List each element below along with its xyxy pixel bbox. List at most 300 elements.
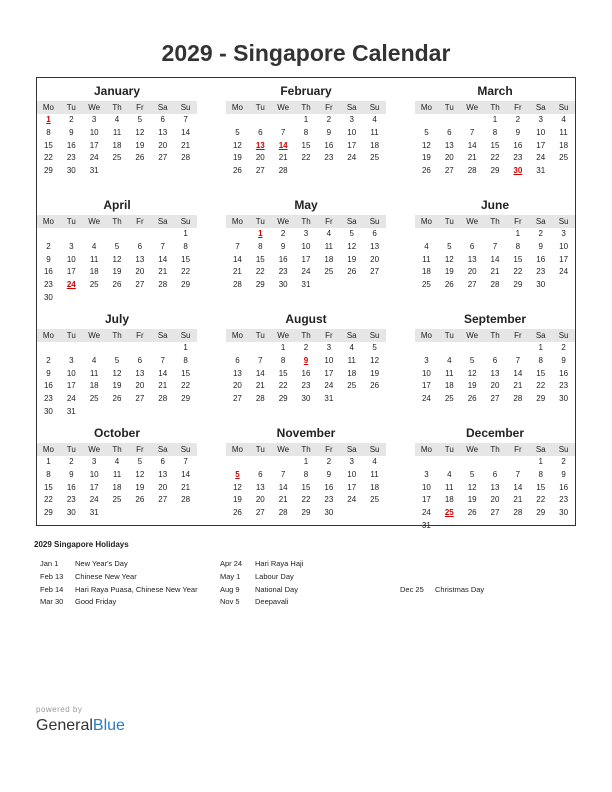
day-cell: 27 bbox=[158, 153, 168, 163]
day-cell: 25 bbox=[89, 394, 99, 404]
day-cell bbox=[174, 165, 197, 178]
day-cell: 14 bbox=[181, 127, 191, 137]
day-cell: 25 bbox=[112, 153, 122, 163]
day-cell bbox=[363, 279, 386, 292]
day-cell: 16 bbox=[66, 482, 76, 492]
day-cell: 11 bbox=[347, 355, 356, 365]
day-cell: 15 bbox=[490, 140, 500, 150]
day-cell: 6 bbox=[492, 355, 498, 365]
weekday-label: Tu bbox=[66, 445, 76, 454]
day-cell: 15 bbox=[43, 482, 53, 492]
day-cell: 26 bbox=[370, 381, 380, 391]
day-cell: 25 bbox=[89, 280, 99, 290]
day-cell: 31 bbox=[89, 508, 99, 518]
day-cell: 8 bbox=[46, 127, 51, 137]
day-cell: 10 bbox=[89, 127, 99, 137]
day-cell: 21 bbox=[232, 267, 242, 277]
week-row bbox=[226, 114, 386, 127]
day-cell bbox=[249, 114, 272, 127]
day-cell: 2 bbox=[538, 229, 543, 238]
weekday-label: Sa bbox=[346, 331, 357, 340]
week-row bbox=[415, 368, 575, 381]
week-row bbox=[415, 469, 575, 482]
holiday-column bbox=[40, 558, 198, 609]
month-november bbox=[226, 423, 386, 520]
day-cell: 19 bbox=[135, 140, 145, 150]
day-cell: 24 bbox=[89, 153, 99, 163]
weekday-label: Su bbox=[180, 217, 191, 226]
holiday-column bbox=[220, 558, 303, 609]
weekday-label: Sa bbox=[157, 445, 168, 454]
weekday-label: Tu bbox=[255, 103, 265, 112]
day-cell: 9 bbox=[46, 254, 51, 264]
day-cell: 7 bbox=[160, 355, 165, 365]
day-cell: 10 bbox=[89, 469, 99, 479]
month-name: February bbox=[280, 84, 332, 98]
day-cell: 30 bbox=[43, 292, 53, 302]
holiday-day-cell: 30 bbox=[513, 166, 523, 176]
day-cell: 11 bbox=[112, 469, 122, 479]
day-cell: 9 bbox=[515, 127, 521, 137]
day-cell: 21 bbox=[278, 495, 288, 505]
day-cell: 28 bbox=[158, 280, 168, 290]
day-cell bbox=[226, 342, 249, 355]
day-cell: 24 bbox=[421, 394, 431, 404]
month-october bbox=[37, 423, 197, 520]
weekday-label: Su bbox=[369, 217, 380, 226]
day-cell: 8 bbox=[303, 127, 309, 137]
brand-blue: Blue bbox=[92, 717, 125, 734]
day-cell: 20 bbox=[467, 267, 477, 277]
day-cell: 7 bbox=[492, 241, 498, 251]
day-cell: 22 bbox=[181, 267, 191, 277]
day-cell: 2 bbox=[46, 355, 51, 365]
day-cell: 16 bbox=[513, 140, 523, 150]
week-row bbox=[37, 342, 197, 355]
day-cell: 6 bbox=[235, 355, 240, 365]
day-cell: 17 bbox=[301, 254, 311, 264]
week-row bbox=[415, 507, 575, 520]
day-cell bbox=[415, 228, 438, 241]
holiday-date: Mar 30 bbox=[40, 597, 64, 607]
day-cell bbox=[552, 520, 575, 533]
day-cell: 4 bbox=[561, 115, 566, 124]
day-cell: 17 bbox=[66, 381, 76, 391]
week-row bbox=[226, 254, 386, 267]
day-cell: 9 bbox=[326, 469, 332, 479]
day-cell: 30 bbox=[66, 508, 76, 518]
holiday-date: Aug 9 bbox=[220, 584, 240, 594]
day-cell: 17 bbox=[89, 140, 99, 150]
week-row bbox=[37, 380, 197, 393]
week-row bbox=[415, 241, 575, 254]
day-cell: 24 bbox=[536, 153, 546, 163]
weekday-label: Mo bbox=[231, 217, 243, 226]
day-cell: 18 bbox=[370, 140, 380, 150]
week-row bbox=[37, 507, 197, 520]
day-cell bbox=[438, 114, 461, 127]
holiday-day-cell: 9 bbox=[303, 355, 309, 365]
weekday-label: Fr bbox=[514, 217, 522, 226]
day-cell bbox=[438, 342, 461, 355]
week-row bbox=[415, 355, 575, 368]
day-cell bbox=[317, 279, 340, 292]
weekday-header bbox=[415, 215, 575, 228]
holiday-date: Nov 5 bbox=[220, 597, 240, 607]
weekday-label: Mo bbox=[420, 217, 432, 226]
week-row bbox=[37, 456, 197, 469]
day-cell: 18 bbox=[89, 381, 99, 391]
day-cell bbox=[83, 292, 106, 305]
day-cell: 3 bbox=[69, 241, 74, 251]
weekday-header bbox=[226, 443, 386, 456]
day-cell: 3 bbox=[424, 355, 429, 365]
day-cell: 19 bbox=[232, 153, 242, 163]
day-cell bbox=[60, 228, 83, 241]
day-cell: 17 bbox=[347, 140, 357, 150]
day-cell bbox=[415, 114, 438, 127]
weekday-label: Fr bbox=[514, 331, 522, 340]
day-cell: 23 bbox=[301, 381, 311, 391]
holiday-entry bbox=[40, 558, 198, 571]
day-cell: 22 bbox=[536, 495, 546, 505]
day-cell: 18 bbox=[112, 482, 122, 492]
holidays-title: 2029 Singapore Holidays bbox=[34, 540, 129, 549]
day-cell: 10 bbox=[66, 254, 76, 264]
day-cell: 18 bbox=[89, 267, 99, 277]
day-cell: 10 bbox=[421, 482, 431, 492]
day-cell: 14 bbox=[278, 482, 288, 492]
day-cell bbox=[552, 165, 575, 178]
day-cell: 29 bbox=[43, 508, 53, 518]
holiday-date: Feb 14 bbox=[40, 584, 64, 594]
day-cell: 23 bbox=[513, 153, 523, 163]
week-row bbox=[415, 165, 575, 178]
day-cell: 25 bbox=[370, 495, 380, 505]
day-cell bbox=[415, 456, 438, 469]
day-cell: 22 bbox=[278, 381, 288, 391]
holiday-entry bbox=[220, 584, 303, 597]
day-cell: 11 bbox=[89, 368, 99, 378]
day-cell bbox=[151, 342, 174, 355]
day-cell: 9 bbox=[280, 241, 286, 251]
day-cell: 28 bbox=[181, 495, 191, 505]
day-cell: 17 bbox=[347, 482, 357, 492]
day-cell: 23 bbox=[66, 153, 76, 163]
day-cell: 29 bbox=[536, 508, 546, 518]
day-cell: 12 bbox=[444, 254, 454, 264]
day-cell: 14 bbox=[513, 482, 523, 492]
day-cell: 15 bbox=[301, 482, 311, 492]
day-cell: 13 bbox=[135, 368, 145, 378]
month-january bbox=[37, 81, 197, 178]
day-cell: 8 bbox=[303, 469, 309, 479]
weekday-label: We bbox=[88, 103, 101, 112]
day-cell: 23 bbox=[43, 280, 53, 290]
day-cell bbox=[340, 507, 363, 520]
day-cell: 3 bbox=[561, 229, 566, 238]
day-cell: 12 bbox=[232, 482, 242, 492]
day-cell: 10 bbox=[301, 241, 311, 251]
day-cell: 15 bbox=[278, 368, 288, 378]
week-row bbox=[226, 456, 386, 469]
day-cell: 20 bbox=[444, 153, 454, 163]
day-cell: 29 bbox=[43, 166, 53, 176]
day-cell: 3 bbox=[349, 115, 354, 124]
day-cell: 18 bbox=[444, 495, 454, 505]
day-cell: 27 bbox=[370, 267, 380, 277]
day-cell bbox=[128, 406, 151, 419]
day-cell: 7 bbox=[280, 127, 286, 137]
week-row bbox=[226, 140, 386, 153]
day-cell: 22 bbox=[255, 267, 265, 277]
day-cell bbox=[363, 393, 386, 406]
day-cell bbox=[174, 406, 197, 419]
powered-by-text: powered by bbox=[36, 705, 83, 714]
day-cell bbox=[60, 292, 83, 305]
day-cell: 16 bbox=[324, 482, 334, 492]
day-cell: 17 bbox=[66, 267, 76, 277]
day-cell: 4 bbox=[91, 355, 97, 365]
day-cell: 23 bbox=[536, 267, 546, 277]
day-cell: 17 bbox=[559, 254, 569, 264]
calendar-grid bbox=[36, 77, 576, 530]
week-row bbox=[415, 254, 575, 267]
weekday-label: Su bbox=[558, 217, 569, 226]
day-cell: 9 bbox=[561, 469, 566, 479]
day-cell bbox=[128, 507, 151, 520]
week-row bbox=[415, 342, 575, 355]
day-cell: 12 bbox=[135, 469, 145, 479]
day-cell: 11 bbox=[445, 368, 454, 378]
day-cell: 4 bbox=[424, 241, 429, 251]
day-cell: 27 bbox=[444, 166, 454, 176]
weekday-header bbox=[415, 443, 575, 456]
day-cell: 20 bbox=[370, 254, 380, 264]
day-cell: 23 bbox=[324, 153, 334, 163]
day-cell: 26 bbox=[135, 153, 145, 163]
day-cell: 22 bbox=[513, 267, 523, 277]
day-cell: 19 bbox=[370, 368, 380, 378]
weekday-label: Mo bbox=[231, 103, 243, 112]
week-row bbox=[37, 292, 197, 305]
day-cell: 29 bbox=[536, 394, 546, 404]
day-cell bbox=[106, 507, 129, 520]
day-cell bbox=[128, 165, 151, 178]
day-cell: 31 bbox=[324, 394, 334, 404]
day-cell: 19 bbox=[444, 267, 454, 277]
weekday-label: Fr bbox=[514, 445, 522, 454]
day-cell: 8 bbox=[492, 127, 498, 137]
day-cell bbox=[151, 292, 174, 305]
day-cell: 5 bbox=[469, 469, 475, 479]
weekday-header bbox=[226, 329, 386, 342]
day-cell: 12 bbox=[135, 127, 145, 137]
weekday-label: Th bbox=[112, 217, 122, 226]
week-row bbox=[226, 152, 386, 165]
week-row bbox=[37, 406, 197, 419]
day-cell: 5 bbox=[114, 241, 120, 251]
day-cell: 4 bbox=[447, 355, 452, 365]
day-cell: 20 bbox=[255, 153, 265, 163]
holiday-date: Apr 24 bbox=[220, 559, 243, 568]
weekday-label: Fr bbox=[325, 445, 333, 454]
day-cell: 30 bbox=[301, 394, 311, 404]
week-row bbox=[415, 114, 575, 127]
day-cell bbox=[484, 342, 507, 355]
day-cell: 23 bbox=[66, 495, 76, 505]
day-cell: 12 bbox=[467, 482, 477, 492]
day-cell: 18 bbox=[444, 381, 454, 391]
day-cell: 12 bbox=[347, 241, 357, 251]
day-cell: 20 bbox=[135, 381, 145, 391]
day-cell: 5 bbox=[137, 115, 143, 124]
day-cell: 28 bbox=[467, 166, 477, 176]
day-cell: 26 bbox=[112, 394, 122, 404]
day-cell: 6 bbox=[137, 355, 143, 365]
month-december bbox=[415, 423, 575, 533]
day-cell: 18 bbox=[559, 140, 569, 150]
day-cell: 21 bbox=[513, 495, 523, 505]
day-cell: 13 bbox=[467, 254, 477, 264]
day-cell: 7 bbox=[183, 115, 188, 124]
weekday-label: Th bbox=[112, 445, 122, 454]
day-cell: 21 bbox=[158, 267, 168, 277]
month-name: August bbox=[285, 312, 327, 326]
day-cell: 31 bbox=[536, 166, 546, 176]
day-cell: 19 bbox=[112, 267, 122, 277]
holiday-date: Dec 25 bbox=[400, 584, 424, 594]
weekday-header bbox=[37, 329, 197, 342]
day-cell: 30 bbox=[536, 280, 546, 290]
day-cell: 2 bbox=[515, 115, 521, 124]
day-cell: 11 bbox=[89, 254, 99, 264]
day-cell: 28 bbox=[490, 280, 500, 290]
day-cell bbox=[272, 114, 295, 127]
holiday-day-cell: 5 bbox=[235, 469, 240, 479]
day-cell bbox=[174, 507, 197, 520]
day-cell: 7 bbox=[469, 127, 475, 137]
month-march bbox=[415, 81, 575, 178]
weekday-label: Sa bbox=[157, 331, 168, 340]
day-cell: 27 bbox=[135, 280, 145, 290]
day-cell bbox=[83, 406, 106, 419]
day-cell: 13 bbox=[490, 482, 500, 492]
day-cell: 26 bbox=[232, 508, 242, 518]
day-cell bbox=[106, 406, 129, 419]
day-cell bbox=[174, 292, 197, 305]
week-row bbox=[37, 393, 197, 406]
holiday-column bbox=[400, 584, 484, 597]
day-cell: 11 bbox=[559, 127, 568, 137]
day-cell: 10 bbox=[66, 368, 76, 378]
weekday-label: We bbox=[466, 331, 479, 340]
month-may bbox=[226, 195, 386, 292]
day-cell bbox=[226, 114, 249, 127]
day-cell: 26 bbox=[232, 166, 242, 176]
day-cell: 10 bbox=[324, 355, 334, 365]
day-cell: 22 bbox=[301, 153, 311, 163]
weekday-label: Th bbox=[301, 217, 311, 226]
day-cell: 24 bbox=[324, 381, 334, 391]
day-cell: 19 bbox=[467, 495, 477, 505]
day-cell: 6 bbox=[447, 127, 452, 137]
day-cell: 22 bbox=[301, 495, 311, 505]
day-cell: 16 bbox=[301, 368, 311, 378]
day-cell: 6 bbox=[372, 229, 377, 238]
holiday-day-cell: 1 bbox=[46, 115, 51, 124]
day-cell bbox=[529, 520, 552, 533]
day-cell: 6 bbox=[469, 241, 475, 251]
day-cell: 22 bbox=[181, 381, 191, 391]
day-cell: 24 bbox=[559, 267, 569, 277]
day-cell: 28 bbox=[181, 153, 191, 163]
day-cell: 17 bbox=[536, 140, 546, 150]
week-row bbox=[226, 165, 386, 178]
day-cell: 14 bbox=[158, 254, 168, 264]
day-cell: 7 bbox=[515, 469, 521, 479]
day-cell: 8 bbox=[183, 241, 188, 251]
week-row bbox=[226, 228, 386, 241]
day-cell: 16 bbox=[536, 254, 546, 264]
day-cell: 30 bbox=[324, 508, 334, 518]
holiday-entry bbox=[400, 584, 484, 597]
day-cell: 28 bbox=[232, 280, 242, 290]
day-cell bbox=[272, 456, 295, 469]
weekday-header bbox=[37, 101, 197, 114]
day-cell: 5 bbox=[469, 355, 475, 365]
day-cell bbox=[60, 342, 83, 355]
day-cell bbox=[506, 456, 529, 469]
day-cell: 11 bbox=[370, 469, 379, 479]
weekday-label: Su bbox=[558, 445, 569, 454]
day-cell: 9 bbox=[69, 127, 74, 137]
week-row bbox=[37, 368, 197, 381]
day-cell: 6 bbox=[160, 457, 165, 466]
day-cell: 27 bbox=[135, 394, 145, 404]
holiday-day-cell: 1 bbox=[258, 229, 263, 238]
holiday-day-cell: 25 bbox=[444, 508, 454, 518]
day-cell: 5 bbox=[349, 229, 354, 238]
week-row bbox=[415, 127, 575, 140]
weekday-label: Th bbox=[490, 103, 500, 112]
day-cell: 10 bbox=[536, 127, 546, 137]
day-cell: 23 bbox=[324, 495, 334, 505]
day-cell bbox=[249, 456, 272, 469]
week-row bbox=[37, 254, 197, 267]
holiday-date: May 1 bbox=[220, 571, 241, 581]
day-cell: 14 bbox=[181, 469, 191, 479]
day-cell: 16 bbox=[43, 381, 53, 391]
day-cell: 9 bbox=[538, 241, 543, 251]
week-row bbox=[415, 140, 575, 153]
day-cell bbox=[552, 279, 575, 292]
day-cell: 8 bbox=[183, 355, 188, 365]
day-cell: 13 bbox=[158, 127, 168, 137]
day-cell: 4 bbox=[91, 241, 97, 251]
week-row bbox=[37, 469, 197, 482]
week-row bbox=[226, 279, 386, 292]
week-row bbox=[37, 228, 197, 241]
weekday-label: We bbox=[88, 217, 101, 226]
weekday-label: Sa bbox=[346, 217, 357, 226]
day-cell: 29 bbox=[490, 166, 500, 176]
day-cell: 4 bbox=[114, 457, 120, 466]
day-cell bbox=[37, 228, 60, 241]
weekday-label: Sa bbox=[535, 331, 546, 340]
weekday-label: Th bbox=[301, 331, 311, 340]
weekday-label: Su bbox=[180, 103, 191, 112]
